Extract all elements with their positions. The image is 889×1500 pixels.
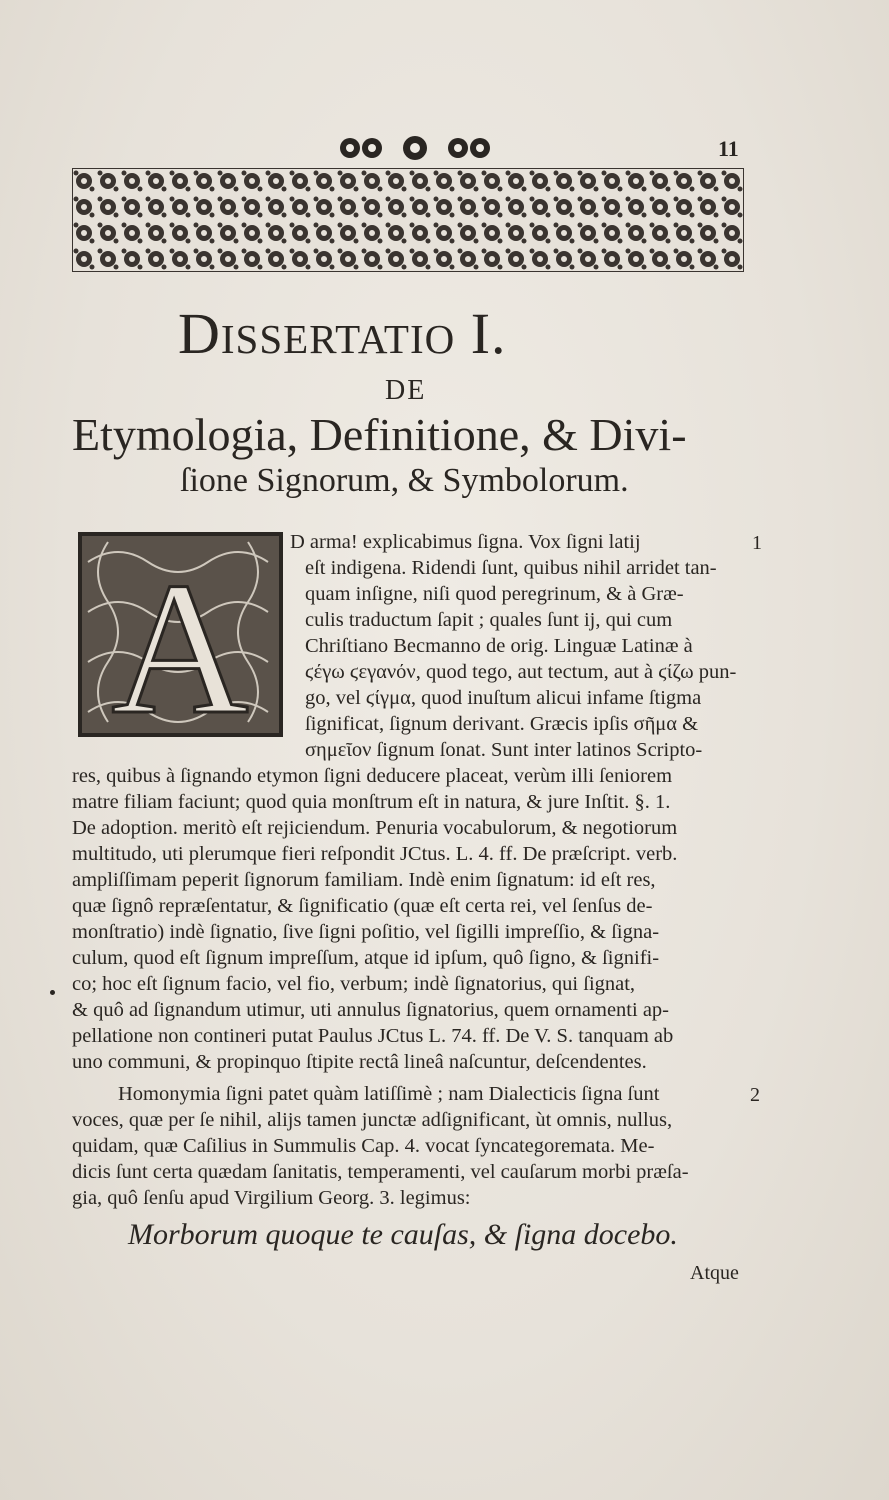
text-line: ϛέγω ϛεγανόν, quod tego, aut tectum, aut à ϛίζω pun- [305,661,737,683]
text-line: quam inſigne, niſi quod peregrinum, & à Græ- [305,583,684,605]
verse-quote: Morborum quoque te cauſas, & ſigna docebo. [128,1218,678,1251]
text-line: & quô ad ſignandum utimur, uti annulus ſignatorius, quem ornamenti ap- [72,999,670,1021]
dissertation-title: Dissertatio I. [178,301,507,366]
text-line: quidam, quæ Caſilius in Summulis Cap. 4. vocat ſyncategoremata. Me- [72,1135,655,1157]
text-line: Chriſtiano Becmanno de orig. Linguæ Latinæ à [305,635,693,657]
text-line: go, vel ϛίγμα, quod inuſtum alicui infame ſtigma [305,687,702,709]
text-line: multitudo, uti plerumque fieri reſpondit JCtus. L. 4. ff. De præſcript. verb. [72,843,678,865]
text-line: gia, quô ſenſu apud Virgilium Georg. 3. legimus: [72,1187,471,1209]
text-line: De adoption. meritò eſt rejiciendum. Penuria vocabulorum, & negotiorum [72,817,678,839]
ink-dot [50,990,55,995]
text-line: D arma! explicabimus ſigna. Vox ſigni latij [290,531,641,553]
catchword: Atque [690,1262,739,1284]
text-line: quæ ſignô repræſentatur, & ſignificatio (quæ eſt certa rei, vel ſenſus de- [72,895,653,917]
margin-number: 1 [752,532,762,554]
text-line: uno communi, & propinquo ſtipite rectâ lineâ naſcuntur, deſcendentes. [72,1051,647,1073]
ornamental-band [72,168,744,272]
page-number: 11 [718,136,739,161]
text-line: culum, quod eſt ſignum impreſſum, atque id ipſum, quô ſigno, & ſignifi- [72,947,660,969]
text-line: ſignificat, ſignum derivant. Græcis ipſis σῆμα & [305,713,699,735]
decorated-initial [78,532,283,737]
text-line: pellatione non contineri putat Paulus JCtus L. 74. ff. De V. S. tanquam ab [72,1025,674,1047]
subtitle-line-1: Etymologia, Definitione, & Divi- [72,409,687,460]
subtitle-line-2: ſione Signorum, & Symbolorum. [180,462,629,499]
text-line: matre filiam faciunt; quod quia monſtrum eſt in natura, & jure Inſtit. §. 1. [72,791,671,813]
text-line: voces, quæ per ſe nihil, alijs tamen junctæ adſignificant, ùt omnis, nullus, [72,1109,673,1131]
top-ornament-icon [330,133,500,163]
text-line: co; hoc eſt ſignum facio, vel fio, verbum; indè ſignatorius, qui ſignat, [72,973,636,995]
text-line: eſt indigena. Ridendi ſunt, quibus nihil arridet tan- [305,557,717,579]
text-line: σημεῖον ſignum ſonat. Sunt inter latinos Scripto- [305,739,703,761]
text-line: res, quibus à ſignando etymon ſigni deducere placeat, verùm illi ſeniorem [72,765,673,787]
initial-letter: A [111,544,249,737]
text-line: Homonymia ſigni patet quàm latiſſimè ; nam Dialecticis ſigna ſunt [118,1083,660,1105]
text-line: monſtratio) indè ſignatio, ſive ſigni poſitio, vel ſigilli impreſſio, & ſigna- [72,921,660,943]
margin-number: 2 [750,1084,760,1106]
de-heading: DE [385,375,427,406]
text-line: dicis ſunt certa quædam ſanitatis, temperamenti, vel cauſarum morbi præſa- [72,1161,689,1183]
text-line: ampliſſimam peperit ſignorum familiam. Indè enim ſignatum: id eſt res, [72,869,656,891]
text-line: culis traductum ſapit ; quales ſunt ij, qui cum [305,609,673,631]
